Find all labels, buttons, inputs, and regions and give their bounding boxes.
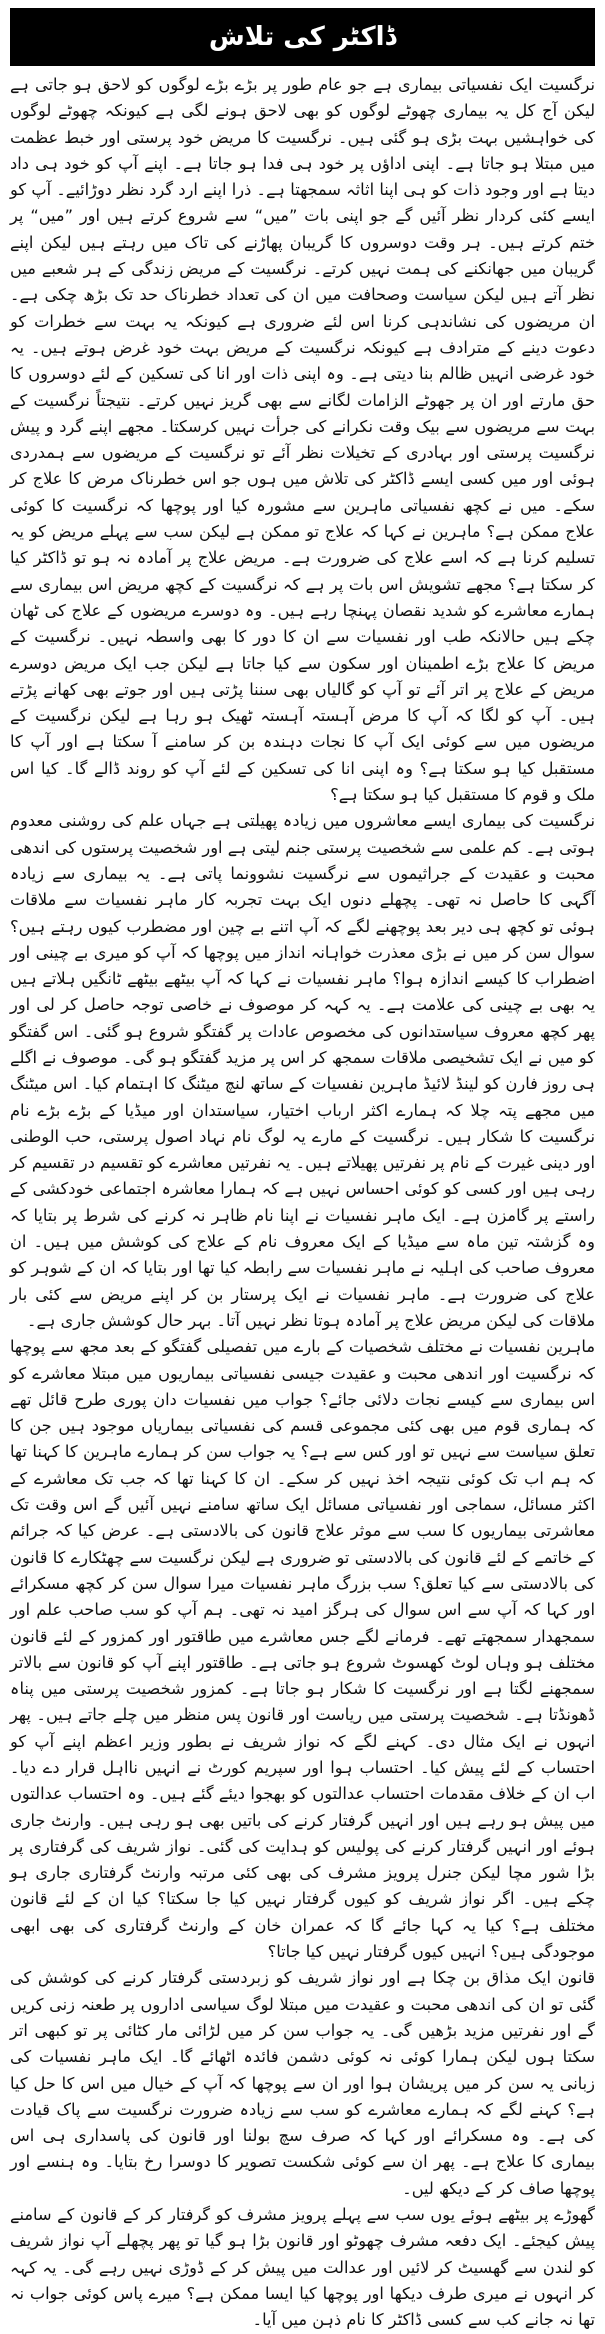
title-banner [10,8,595,66]
article-paragraph: ماہرین نفسیات نے مختلف شخصیات کے بارے میں تفصیلی گفتگو کے بعد مجھ سے پوچھا کہ نرگسیت اور اندھی محبت و عقیدت جیسی نفسیاتی بیماریوں میں مبتلا معاشرے کو اس بیماری سے کیسے نجات دلائی جائے؟ جواب میں نفسیات دان پوری طرح قائل تھے کہ ہماری قوم میں بھی کئی مجموعی قسم کی نفسیاتی بیماریاں موجود ہیں جن کا تعلق سیاست سے نہیں تو اور کس سے ہے؟ یہ جواب سن کر ہمارے ماہرین کا کہنا تھا کہ ہم اب تک کوئی نتیجہ اخذ نہیں کر سکے۔ ان کا کہنا تھا کہ جب تک معاشرے کے اکثر مسائل، سماجی اور نفسیاتی مسائل ایک ساتھ سامنے نہیں آئیں گے اس وقت تک معاشرتی بیماریوں کا سب سے موثر علاج قانون کی بالادستی ہے۔ عرض کیا کہ جرائم کے خاتمے کے لئے قانون کی بالادستی تو ضروری ہے لیکن نرگسیت سے چھٹکارے کا قانون کی بالادستی سے کیا تعلق؟ سب بزرگ ماہر نفسیات میرا سوال سن کر کچھ مسکرائے اور کہا کہ آپ سے اس سوال کی ہرگز امید نہ تھی۔ ہم آپ کو سب صاحب علم اور سمجھدار سمجھتے تھے۔ فرمانے لگے جس معاشرے میں طاقتور اور کمزور کے لئے قانون مختلف ہو وہاں لوٹ کھسوٹ شروع ہو جاتی ہے۔ طاقتور اپنے آپ کو قانون سے بالاتر سمجھنے لگتا ہے اور نرگسیت کا شکار ہو جاتا ہے۔ کمزور شخصیت پرستی میں پناہ ڈھونڈتا ہے۔ شخصیت پرستی میں ریاست اور قانون پس منظر میں چلے جاتے ہیں۔ پھر انہوں نے ایک مثال دی۔ کہنے لگے کہ نواز شریف نے بطور وزیر اعظم اپنے آپ کو احتساب کے لئے پیش کیا۔ احتساب ہوا اور سپریم کورٹ نے انہیں نااہل قرار دے دیا۔ اب ان کے خلاف مقدمات احتساب عدالتوں کو بھجوا دیئے گئے ہیں۔ وہ احتساب عدالتوں میں پیش ہو رہے ہیں اور انہیں گرفتار کرنے کی باتیں بھی ہو رہی ہیں۔ وارنٹ جاری ہوئے اور انہیں گرفتار کرنے کی پولیس کو ہدایت کی گئی۔ نواز شریف کی گرفتاری پر بڑا شور مچا لیکن جنرل پرویز مشرف کی بھی کئی مرتبہ وارنٹ گرفتاری جاری ہو چکے ہیں۔ اگر نواز شریف کو کیوں گرفتار نہیں کیا جا سکتا؟ کیا ان کے لئے قانون مختلف ہے؟ کیا یہ کہا جائے گا کہ عمران خان کے وارنٹ گرفتاری کی بھی ابھی موجودگی ہیں؟ انہیں کیوں گرفتار نہیں کیا جاتا؟ [10,1337,595,1962]
article-title: ڈاکٹر کی تلاش [208,22,397,52]
article-paragraph: قانون ایک مذاق بن چکا ہے اور نواز شریف کو زبردستی گرفتار کرنے کی کوشش کی گئی تو ان کی اندھی محبت و عقیدت میں مبتلا لوگ سیاسی اداروں پر طعنہ زنی کریں گے اور نفرتیں مزید بڑھیں گی۔ یہ جواب سن کر میں لڑائی مار کٹائی پر تو کبھی اتر سکتا ہوں لیکن ہمارا کوئی نہ کوئی دشمن فائدہ اٹھائے گا۔ ایک ماہر نفسیات کی زبانی یہ سن کر میں پریشان ہوا اور ان سے پوچھا کہ آپ کے خیال میں اس کا حل کیا ہے؟ کہنے لگے کہ ہمارے معاشرے کو سب سے زیادہ ضرورت نرگسیت سے پاک قیادت کی ہے۔ وہ مسکرائے اور کہا کہ صرف سچ بولنا اور قانون کی پاسداری ہی اس بیماری کا علاج ہے۔ پھر ان سے کوئی شکست تصویر کا دوسرا رخ بتایا۔ وہ ہنسے اور پوچھا صاف کر کے دیکھ لیں۔ [10,1968,595,2198]
article-paragraph: نرگسیت کی بیماری ایسے معاشروں میں زیادہ پھیلتی ہے جہاں علم کی روشنی معدوم ہوتی ہے۔ کم علمی سے شخصیت پرستی جنم لیتی ہے اور شخصیت پرستوں کی اندھی محبت و عقیدت کے جراثیموں سے نرگسیت نشوونما پاتی ہے۔ یہ بیماری سے زیادہ آگہی کا حاصل نہ تھی۔ پچھلے دنوں ایک بہت تجربہ کار ماہر نفسیات سے ملاقات ہوئی تو کچھ ہی دیر بعد پوچھنے لگے کہ آپ اتنے بے چین اور مضطرب کیوں رہتے ہیں؟ سوال سن کر میں نے بڑی معذرت خواہانہ انداز میں پوچھا کہ آپ کو میری بے چینی اور اضطراب کا کیسے اندازہ ہوا؟ ماہر نفسیات نے کہا کہ آپ بیٹھے بیٹھے ٹانگیں ہلاتے ہیں یہ بھی بے چینی کی علامت ہے۔ یہ کہہ کر موصوف نے خاصی توجہ حاصل کر لی اور پھر کچھ معروف سیاستدانوں کی مخصوص عادات پر گفتگو شروع ہو گئی۔ اس گفتگو کو میں نے ایک تشخیصی ملاقات سمجھ کر اس پر مزید گفتگو ہو گی۔ موصوف نے اگلے ہی روز فارن کو لینڈ لائیڈ ماہرین نفسیات کے ساتھ لنچ میٹنگ کا اہتمام کیا۔ اس میٹنگ میں مجھے پتہ چلا کہ ہمارے اکثر ارباب اختیار، سیاستدان اور میڈیا کے بڑے بڑے نام نرگسیت کا شکار ہیں۔ نرگسیت کے مارے یہ لوگ نام نہاد اصول پرستی، حب الوطنی اور دینی غیرت کے نام پر نفرتیں پھیلاتے ہیں۔ یہ نفرتیں معاشرے کو تقسیم در تقسیم کر رہی ہیں اور کسی کو کوئی احساس نہیں ہے کہ ہمارا معاشرہ اجتماعی خودکشی کے راستے پر گامزن ہے۔ ایک ماہر نفسیات نے اپنا نام ظاہر نہ کرنے کی شرط پر بتایا کہ وہ گزشتہ تین ماہ سے میڈیا کے ایک معروف نام کے علاج کی کوشش میں ہیں۔ ان معروف صاحب کی اہلیہ نے ماہر نفسیات سے رابطہ کیا تھا اور بتایا کہ ان کے شوہر کو علاج کی ضرورت ہے۔ ماہر نفسیات نے ایک پرستار بن کر اپنے مریض سے کئی بار ملاقات کی لیکن مریض علاج پر آمادہ ہوتا نظر نہیں آتا۔ بہر حال کوشش جاری ہے۔ [10,811,595,1330]
article-paragraph: گھوڑے پر بیٹھے ہوئے یوں سب سے پہلے پرویز مشرف کو گرفتار کر کے قانون کے سامنے پیش کیجئے۔ ایک دفعہ مشرف چھوٹو اور قانون بڑا ہو گیا تو پھر پچھلے آپ نواز شریف کو لندن سے گھسیٹ کر لائیں اور عدالت میں پیش کر کے ڈوڑی نہیں رہے گی۔ یہ کہہ کر انہوں نے میری طرف دیکھا اور پوچھا کیا ایسا ممکن ہے؟ میرے پاس کوئی جواب نہ تھا نہ جانے کب سے کسی ڈاکٹر کا نام ذہن میں آیا۔ [10,2205,595,2330]
article-body [10,72,595,2334]
article-paragraph: نرگسیت ایک نفسیاتی بیماری ہے جو عام طور پر بڑے بڑے لوگوں کو لاحق ہو جاتی ہے لیکن آج کل یہ بیماری چھوٹے لوگوں کو بھی لاحق ہونے لگی ہے کیونکہ چھوٹے لوگوں کی خواہشیں بہت بڑی ہو گئی ہیں۔ نرگسیت کا مریض خود پرستی اور خبط عظمت میں مبتلا ہو جاتا ہے۔ اپنی اداؤں پر خود ہی فدا ہو جاتا ہے۔ اپنے آپ کو خود ہی داد دیتا ہے اور وجود ذات کو ہی اپنا اثاثہ سمجھتا ہے۔ ذرا اپنے ارد گرد نظر دوڑائیے۔ آپ کو ایسے کئی کردار نظر آئیں گے جو اپنی بات ”میں“ سے شروع کرتے ہیں اور ”میں“ پر ختم کرتے ہیں۔ ہر وقت دوسروں کا گریبان پھاڑنے کی تاک میں رہتے ہیں لیکن اپنے گریبان میں جھانکنے کی ہمت نہیں کرتے۔ نرگسیت کے مریض زندگی کے ہر شعبے میں نظر آتے ہیں لیکن سیاست وصحافت میں ان کی تعداد خطرناک حد تک بڑھ چکی ہے۔ ان مریضوں کی نشاندہی کرنا اس لئے ضروری ہے کیونکہ یہ بہت سے خطرات کو دعوت دینے کے مترادف ہے کیونکہ نرگسیت کے مریض بہت خود غرض ہوتے ہیں۔ یہ خود غرضی انہیں ظالم بنا دیتی ہے۔ وہ اپنی ذات اور انا کی تسکین کے لئے دوسروں کا حق مارتے اور ان پر جھوٹے الزامات لگانے سے بھی گریز نہیں کرتے۔ نتیجتاً نرگسیت کے بہت سے مریضوں سے بیک وقت نکرانے کی جرأت نہیں کرسکتا۔ مجھے اپنے گرد و پیش نرگسیت پرستی اور بہادری کے تخیلات نظر آئے تو نرگسیت کے مریضوں سے ہمدردی ہوئی اور میں کسی ایسے ڈاکٹر کی تلاش میں ہوں جو اس خطرناک مرض کا علاج کر سکے۔ میں نے کچھ نفسیاتی ماہرین سے مشورہ کیا اور پوچھا کہ نرگسیت کا کوئی علاج ممکن ہے؟ ماہرین نے کہا کہ علاج تو ممکن ہے لیکن سب سے پہلے مریض کو یہ تسلیم کرنا ہے کہ اسے علاج کی ضرورت ہے۔ مریض علاج پر آمادہ نہ ہو تو ڈاکٹر کیا کر سکتا ہے؟ مجھے تشویش اس بات پر ہے کہ نرگسیت کے کچھ مریض اس بیماری سے ہمارے معاشرے کو شدید نقصان پہنچا رہے ہیں۔ وہ دوسرے مریضوں کے علاج کی ٹھان چکے ہیں حالانکہ طب اور نفسیات سے ان کا دور کا بھی واسطہ نہیں۔ نرگسیت کے مریض کا علاج بڑے اطمینان اور سکون سے کیا جاتا ہے لیکن جب ایک مریض دوسرے مریض کے علاج پر اتر آئے تو آپ کو گالیاں بھی سننا پڑتی ہیں اور جوتے بھی کھانے پڑتے ہیں۔ آپ کو لگا کہ آپ کا مرض آہستہ آہستہ ٹھیک ہو رہا ہے لیکن نرگسیت کے مریضوں میں سے کوئی ایک آپ کا نجات دہندہ بن کر سامنے آ سکتا ہے اور آپ کا مستقبل کیا ہو سکتا ہے؟ وہ اپنی انا کی تسکین کے لئے آپ کو روند ڈالے گا۔ کیا اس ملک و قوم کا مستقبل کیا ہو سکتا ہے؟ [10,75,595,805]
